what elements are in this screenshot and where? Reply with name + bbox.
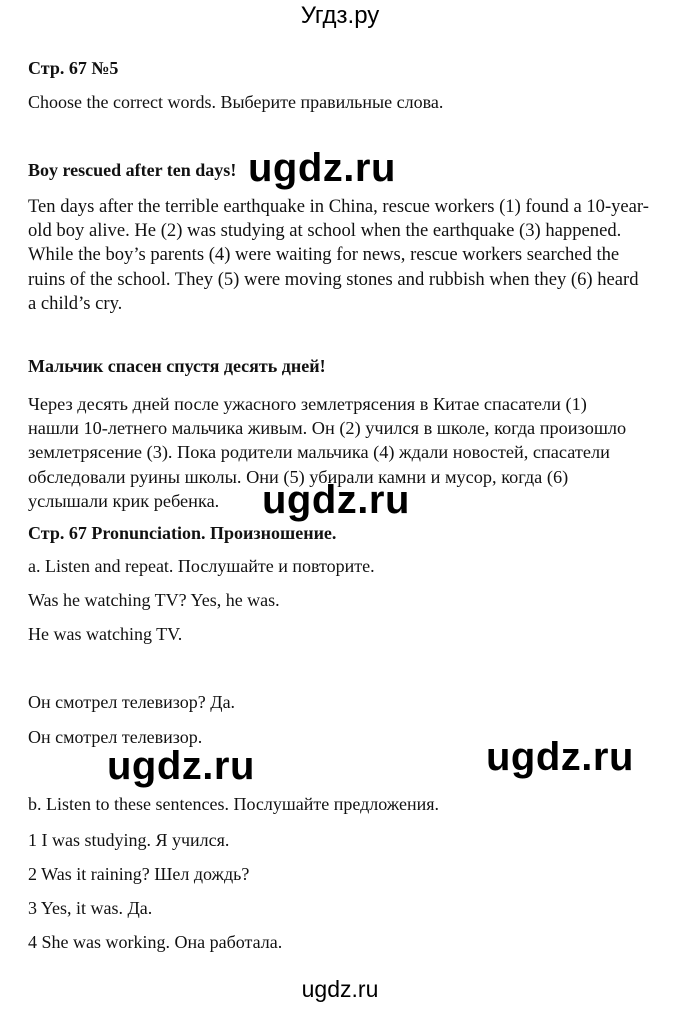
site-footer: ugdz.ru: [301, 976, 379, 1002]
story-line: обследовали руины школы. Они (5) убирали камни и мусор, когда (6): [28, 466, 569, 487]
part-a-instruction: a. Listen and repeat. Послушайте и повторите.: [28, 556, 375, 576]
watermark: ugdz.ru: [262, 478, 410, 522]
pronunciation-heading: Стр. 67 Pronunciation. Произношение.: [28, 523, 337, 543]
list-item: 3 Yes, it was. Да.: [28, 898, 153, 918]
watermark: ugdz.ru: [486, 735, 634, 779]
story-line: Через десять дней после ужасного землетрясения в Китае спасатели (1): [28, 394, 587, 414]
story-line: землетрясение (3). Пока родители мальчика (4) ждали новостей, спасатели: [28, 442, 610, 463]
site-header: Угдз.ру: [300, 2, 380, 29]
story-line: услышали крик ребенка.: [28, 490, 220, 511]
part-b-instruction: b. Listen to these sentences. Послушайте предложения.: [28, 794, 440, 814]
example-line: Он смотрел телевизор? Да.: [28, 692, 236, 712]
russian-story-title: Мальчик спасен спустя десять дней!: [28, 356, 326, 376]
list-item: 1 I was studying. Я учился.: [28, 830, 230, 850]
example-line: He was watching TV.: [28, 624, 183, 644]
story-line: нашли 10-летнего мальчика живым. Он (2) учился в школе, когда произошло: [28, 418, 627, 439]
list-item: 2 Was it raining? Шел дождь?: [28, 864, 250, 884]
watermark: ugdz.ru: [107, 744, 255, 788]
story-line: a child’s cry.: [28, 292, 123, 314]
example-line: Он смотрел телевизор.: [28, 727, 203, 747]
story-line: Ten days after the terrible earthquake in China, rescue workers (1) found a 10-year-: [28, 196, 649, 217]
exercise-instruction: Choose the correct words. Выберите правильные слова.: [28, 92, 444, 112]
example-line: Was he watching TV? Yes, he was.: [28, 590, 280, 610]
english-story-text: [28, 195, 649, 316]
english-story-title: Boy rescued after ten days!: [28, 160, 237, 180]
watermark: ugdz.ru: [248, 146, 396, 190]
story-line: While the boy’s parents (4) were waiting for news, rescue workers searched the: [28, 244, 620, 266]
story-line: ruins of the school. They (5) were moving stones and rubbish when they (6) heard: [28, 268, 639, 290]
list-item: 4 She was working. Она работала.: [28, 932, 283, 952]
story-line: old boy alive. He (2) was studying at school when the earthquake (3) happened.: [28, 220, 622, 242]
exercise-heading: Стр. 67 №5: [28, 58, 119, 78]
